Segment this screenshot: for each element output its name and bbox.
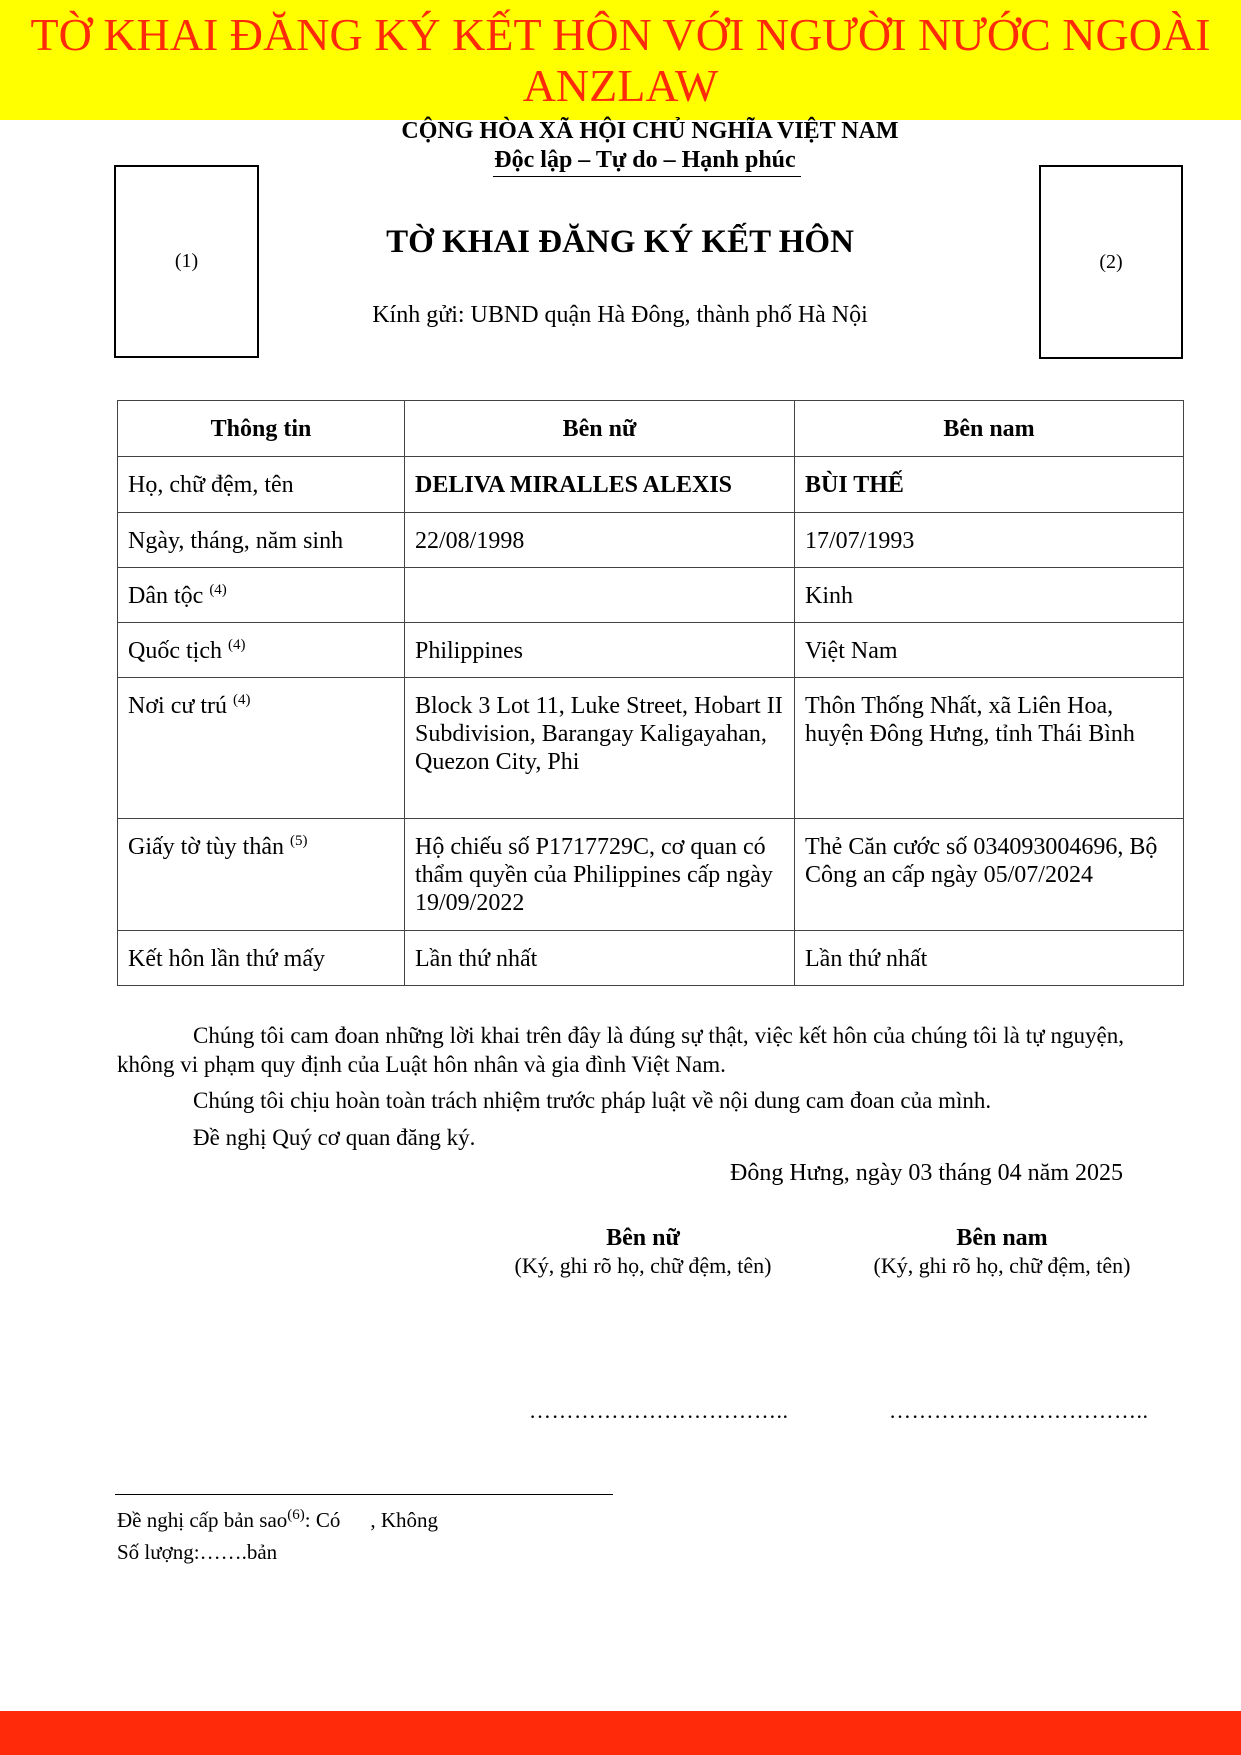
document-title: TỜ KHAI ĐĂNG KÝ KẾT HÔN	[386, 224, 854, 260]
male-marriage-count: Lần thứ nhất	[795, 931, 1184, 986]
declaration-paragraph-2: Chúng tôi chịu hoàn toàn trách nhiệm trước pháp luật về nội dung cam đoan của mình.	[193, 1088, 992, 1113]
row-label	[118, 513, 405, 568]
male-birth-date: 17/07/1993	[795, 513, 1184, 568]
male-signature-note: (Ký, ghi rõ họ, chữ đệm, tên)	[873, 1253, 1131, 1278]
table-row	[118, 623, 1184, 678]
male-full-name: BÙI THẾ	[795, 457, 1184, 513]
row-label	[118, 457, 405, 513]
header-cell-info: Thông tin	[118, 401, 405, 457]
male-signature-line[interactable]: ……………………………..	[889, 1398, 1149, 1423]
photo-box-right-label: (2)	[1099, 250, 1123, 273]
female-marriage-count: Lần thứ nhất	[405, 931, 795, 986]
table-row	[118, 678, 1184, 819]
info-table	[117, 400, 1184, 986]
female-residence-text: Block 3 Lot 11, Luke Street, Hobart II Subdivision, Barangay Kaligayahan, Quezon City, Phi	[415, 693, 783, 775]
row-label	[118, 678, 405, 819]
male-ethnicity: Kinh	[795, 568, 1184, 623]
row-label-text: Nơi cư trú	[128, 693, 228, 719]
motto-underline	[493, 176, 801, 177]
header-cell-female: Bên nữ	[405, 401, 795, 457]
male-id-document: Thẻ Căn cước số 034093004696, Bộ Công an cấp ngày 05/07/2024	[795, 819, 1184, 931]
female-signature-title: Bên nữ	[606, 1225, 680, 1251]
motto: Độc lập – Tự do – Hạnh phúc	[494, 147, 796, 173]
female-signature-line[interactable]: ……………………………..	[529, 1398, 789, 1423]
male-signature-title: Bên nam	[956, 1225, 1048, 1251]
photo-box-right	[1039, 165, 1183, 359]
nation-heading: CỘNG HÒA XÃ HỘI CHỦ NGHĨA VIỆT NAM	[401, 118, 899, 144]
title-banner	[0, 0, 1241, 120]
photo-box-left	[114, 165, 259, 358]
declaration-paragraph-3: Đề nghị Quý cơ quan đăng ký.	[193, 1125, 476, 1150]
banner-title-line1: TỜ KHAI ĐĂNG KÝ KẾT HÔN VỚI NGƯỜI NƯỚC NGOÀI	[30, 9, 1211, 60]
table-row	[118, 819, 1184, 931]
female-signature-note: (Ký, ghi rõ họ, chữ đệm, tên)	[514, 1253, 772, 1278]
photo-box-left-label: (1)	[174, 250, 199, 272]
copy-option-no[interactable]: , Không	[370, 1508, 439, 1532]
footnote-ref: (6)	[287, 1507, 305, 1523]
female-id-document: Hộ chiếu số P1717729C, cơ quan có thẩm quyền của Philippines cấp ngày 19/09/2022	[405, 819, 795, 931]
row-label-text: Giấy tờ tùy thân	[128, 834, 284, 860]
table-row	[118, 513, 1184, 568]
place-and-date: Đông Hưng, ngày 03 tháng 04 năm 2025	[730, 1160, 1123, 1186]
footer-bar	[0, 1711, 1241, 1755]
footnote-ref: (4)	[209, 582, 227, 598]
female-full-name: DELIVA MIRALLES ALEXIS	[405, 457, 795, 513]
female-signature-block	[463, 1224, 823, 1280]
footnote-ref: (4)	[227, 637, 246, 653]
row-label	[118, 819, 405, 931]
declaration-paragraph-1: Chúng tôi cam đoan những lời khai trên đây là đúng sự thật, việc kết hôn của chúng tôi là tự nguyện, không vi phạm quy định của Luật hôn nhân và gia đình Việt Nam.	[117, 1023, 1124, 1077]
copy-request-line	[117, 1508, 438, 1533]
row-label-text: Kết hôn lần thứ mấy	[128, 946, 325, 972]
female-birth-date: 22/08/1998	[405, 513, 795, 568]
footnote-ref: (5)	[290, 833, 308, 849]
banner-title-line2: ANZLAW	[522, 60, 719, 111]
row-label-text: Dân tộc	[128, 583, 204, 609]
footnote-divider	[115, 1494, 613, 1495]
copy-request-label: Đề nghị cấp bản sao	[117, 1508, 288, 1532]
male-signature-block	[822, 1224, 1182, 1280]
female-residence	[405, 678, 795, 819]
table-row	[118, 457, 1184, 513]
row-label-text: Quốc tịch	[128, 638, 222, 664]
addressee: Kính gửi: UBND quận Hà Đông, thành phố Hà Nội	[372, 302, 868, 328]
row-label	[118, 623, 405, 678]
header-cell-male: Bên nam	[795, 401, 1184, 457]
table-row	[118, 568, 1184, 623]
row-label	[118, 931, 405, 986]
female-ethnicity	[405, 568, 795, 623]
copy-quantity: Số lượng:…….bản	[117, 1540, 278, 1564]
male-nationality: Việt Nam	[795, 623, 1184, 678]
male-residence: Thôn Thống Nhất, xã Liên Hoa, huyện Đông Hưng, tỉnh Thái Bình	[795, 678, 1184, 819]
copy-option-yes[interactable]: : Có	[304, 1508, 341, 1532]
row-label-text: Ngày, tháng, năm sinh	[128, 528, 344, 554]
table-header-row	[118, 401, 1184, 457]
row-label	[118, 568, 405, 623]
row-label-text: Họ, chữ đệm, tên	[128, 472, 294, 498]
female-nationality: Philippines	[405, 623, 795, 678]
footnote-ref: (4)	[233, 692, 251, 708]
table-row	[118, 931, 1184, 986]
